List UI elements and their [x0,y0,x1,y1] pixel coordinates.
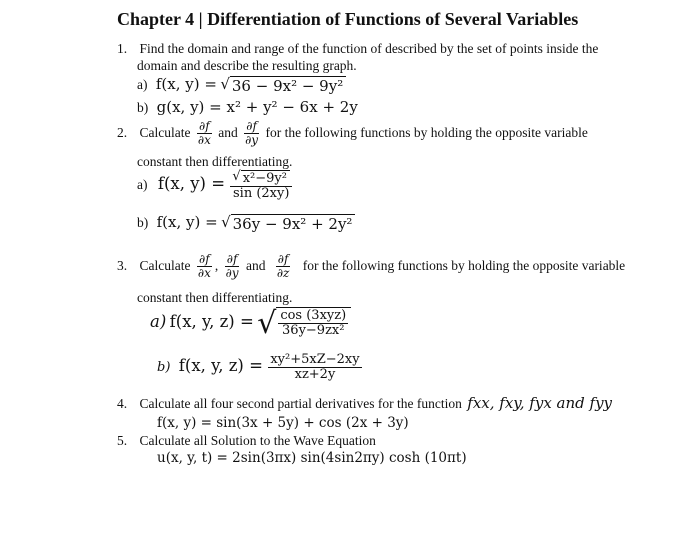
item-label: b) [137,100,149,115]
item-label: a) [137,177,148,193]
partial-f-x: $\frac{\partial f}{\partial x}$ [197,252,211,281]
fraction [278,309,348,339]
question-number: 1. [117,41,128,56]
question-number: 3. [117,258,128,274]
equation-lhs: f(x, y, z) = [178,356,263,376]
comma: , [214,258,219,274]
question-1a [137,76,346,95]
partial-f-y: $\frac{\partial f}{\partial y}$ [225,252,239,281]
radicand: 36 − 9x² − 9y² [230,76,346,95]
conjunction: and [245,258,266,274]
radical-sign: √ [257,306,277,341]
question-text: for the following functions by holding the opposite variable [265,125,588,141]
equation-lhs: f(x, y) = [156,213,218,231]
square-root [220,76,346,95]
radical-sign: √ [221,213,231,232]
square-root [257,307,351,341]
question-2-line-2: constant then differentiating. [137,154,293,169]
square-root [221,214,355,233]
derivative-list: fxx, fxy, fyx and fyy [467,394,613,412]
question-number: 4. [117,396,128,411]
radicand: x²−9y² [241,170,290,186]
question-4-function: f(x, y) = sin(3x + 5y) + cos (2x + 3y) [157,415,409,431]
question-number: 2. [117,125,128,141]
numerator: cos (3xyz) [280,308,347,323]
question-2a [137,170,294,202]
partial-f-z: $\frac{\partial f}{\partial z}$ [276,252,290,281]
equation-lhs: f(x, y, z) = [169,312,254,332]
question-4-line-1 [117,395,612,412]
question-5-line-1 [117,432,376,449]
question-2b [137,214,355,233]
page-title: Chapter 4 | Differentiation of Functions of Several Variables [117,9,579,29]
conjunction: and [218,125,238,141]
question-3a [150,307,351,341]
question-1-line-2: domain and describe the resulting graph. [137,58,357,73]
denominator: xz+2y [294,367,336,383]
question-3b [157,353,364,383]
radical-sign: √ [220,75,230,94]
equation-lhs: f(x, y) = [155,75,217,93]
item-label: a) [137,77,148,92]
fraction [230,170,292,202]
question-text: Calculate [139,125,191,141]
question-3-line-1 [117,253,625,281]
partial-f-x: $\frac{\partial f}{\partial x}$ [197,119,211,148]
question-text: for the following functions by holding the opposite variable [302,258,626,274]
question-number: 5. [117,433,128,448]
partial-f-y: $\frac{\partial f}{\partial y}$ [245,119,259,148]
item-label: b) [137,215,149,230]
equation: g(x, y) = x² + y² − 6x + 2y [156,98,358,116]
question-text: Calculate all four second partial derivatives for the function [139,396,462,411]
denominator: 36y−9zx² [282,323,345,339]
radicand: 36y − 9x² + 2y² [231,214,356,233]
question-1-line-1 [117,40,598,57]
question-3-line-2: constant then differentiating. [137,290,293,305]
item-label: a) [150,312,167,332]
question-text: Calculate [139,258,191,274]
denominator: sin (2xy) [232,186,290,202]
question-text: Find the domain and range of the function of described by the set of points inside the [139,41,599,56]
question-5-function: u(x, y, t) = 2sin(3πx) sin(4sin2πy) cosh (10πt) [157,450,467,466]
equation-lhs: f(x, y) = [157,174,226,194]
question-text: Calculate all Solution to the Wave Equation [139,433,376,448]
question-2-line-1 [117,120,588,148]
radicand [276,307,351,341]
numerator: √ x²−9y² [230,170,292,187]
item-label: b) [157,360,171,376]
question-1b [137,99,358,116]
numerator: xy²+5xZ−2xy [270,352,360,367]
fraction [268,353,361,383]
